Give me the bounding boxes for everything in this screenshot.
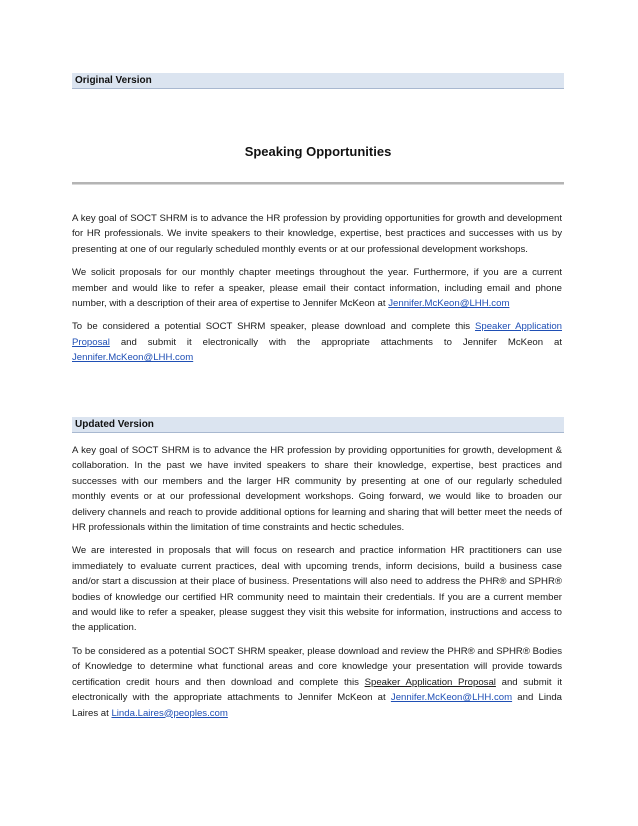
page-title: Speaking Opportunities — [244, 144, 392, 159]
original-paragraph-1: A key goal of SOCT SHRM is to advance the HR profession by providing opportunities for growth and development for HR professionals. We invite speakers to their knowledge, expertise, best practices and successes with us by presenting at one of our regularly scheduled monthly events or at our professional development workshops. — [72, 213, 562, 255]
updated-paragraph-1: A key goal of SOCT SHRM is to advance the HR profession by providing opportunities for growth, development & collaboration. In the past we have invited speakers to share their knowledge, expertise, best practices and successes with our members and the larger HR community by presenting at one of our regularly scheduled monthly events or at our professional development workshops. Going forward, we would like to broaden our delivery channels and reach to provide additional options for learning and sharing that will better meet the needs of HR professionals within the limitation of time constraints and hectic schedules. — [72, 445, 562, 534]
updated-paragraph-3 — [72, 644, 562, 721]
updated-paragraph-3-text-b: and submit it electronically with the appropriate attachments to Jennifer McKeon at — [72, 676, 562, 704]
updated-version-body — [72, 443, 562, 729]
updated-paragraph-3-text-c: and Linda Laires at — [72, 692, 562, 719]
original-paragraph-3-text-a: To be considered a potential SOCT SHRM speaker, please download and complete this — [72, 321, 471, 333]
updated-paragraph-3-text-a: To be considered as a potential SOCT SHRM speaker, please download and review the PHR® and SPHR® Bodies of Knowledge to determine what functional areas and core knowledge your presentation will provide towards certification credit hours and then download and complete this — [72, 645, 562, 688]
original-email-link-2[interactable]: Jennifer.McKeon@LHH.com — [72, 352, 194, 364]
original-paragraph-2 — [72, 265, 562, 311]
speaker-application-link-updated[interactable]: Speaker Application Proposal — [364, 676, 496, 688]
updated-version-header: Updated Version — [72, 417, 564, 433]
speaker-application-link-original[interactable]: Speaker Application Proposal — [72, 321, 562, 348]
original-version-body — [72, 211, 562, 374]
title-divider — [72, 182, 564, 185]
original-paragraph-3 — [72, 319, 562, 365]
original-paragraph-2-text: We solicit proposals for our monthly chapter meetings throughout the year. Furthermore, if you are a current member and would like to refer a speaker, please email their contact information, including email and phone number, with a description of their area of expertise to Jennifer McKeon at — [72, 267, 562, 310]
updated-paragraph-2: We are interested in proposals that will focus on research and practice information HR practitioners can use immediately to evaluate current practices, deal with upcoming trends, inform decisions, build a business case and/or start a discussion at their place of business. Presentations will also need to address the PHR® and SPHR® bodies of knowledge our certified HR community need to maintain their credentials. If you are a current member and would like to refer a speaker, please suggest they visit this website for information, instructions and access to the application. — [72, 545, 562, 634]
updated-email-link-jennifer[interactable]: Jennifer.McKeon@LHH.com — [390, 692, 513, 704]
updated-email-link-linda[interactable]: Linda.Laires@peoples.com — [111, 707, 228, 719]
original-version-header: Original Version — [72, 73, 564, 89]
original-email-link-1[interactable]: Jennifer.McKeon@LHH.com — [388, 298, 510, 310]
original-paragraph-3-text-b: and submit it electronically with the appropriate attachments to Jennifer McKeon at — [120, 336, 563, 348]
